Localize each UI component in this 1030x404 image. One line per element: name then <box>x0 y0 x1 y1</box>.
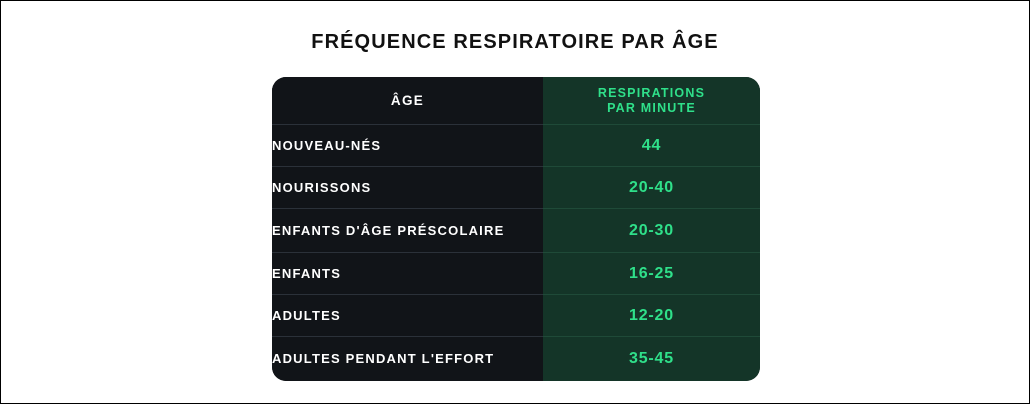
row-label-adults: ADULTES <box>272 295 543 337</box>
row-label-children: ENFANTS <box>272 253 543 295</box>
table-row <box>272 253 760 295</box>
row-value-newborns: 44 <box>543 125 760 167</box>
row-value-adults: 12-20 <box>543 295 760 337</box>
column-header-age: ÂGE <box>272 77 543 125</box>
page-title: FRÉQUENCE RESPIRATOIRE PAR ÂGE <box>311 31 719 53</box>
row-value-children: 16-25 <box>543 253 760 295</box>
table-row <box>272 209 760 253</box>
row-value-adults-exercise: 35-45 <box>543 337 760 381</box>
row-value-preschool: 20-30 <box>543 209 760 253</box>
table-row <box>272 295 760 337</box>
row-label-infants: NOURISSONS <box>272 167 543 209</box>
row-label-adults-exercise: ADULTES PENDANT L'EFFORT <box>272 337 543 381</box>
table-row <box>272 167 760 209</box>
table-row <box>272 337 760 381</box>
respiratory-rate-table <box>272 77 760 381</box>
table-row <box>272 125 760 167</box>
row-value-infants: 20-40 <box>543 167 760 209</box>
row-label-preschool: ENFANTS D'ÂGE PRÉSCOLAIRE <box>272 209 543 253</box>
column-header-rate-line2: PAR MINUTE <box>607 100 696 115</box>
table-header-row <box>272 77 760 125</box>
row-label-newborns: NOUVEAU-NÉS <box>272 125 543 167</box>
column-header-rate-line1: RESPIRATIONS <box>597 85 706 100</box>
column-header-rate <box>543 77 760 125</box>
